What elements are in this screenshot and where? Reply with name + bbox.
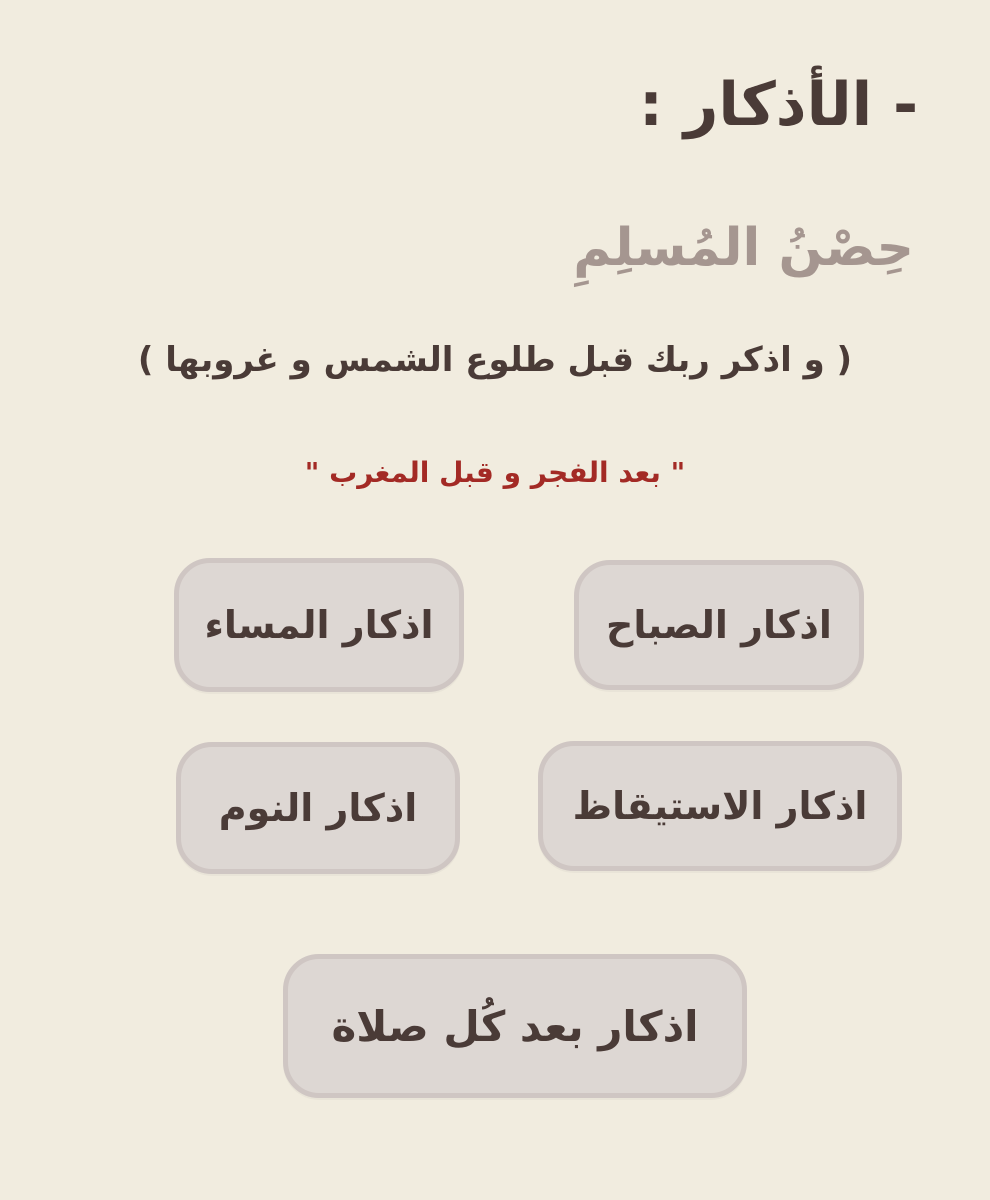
sleep-adhkar-button[interactable] — [176, 742, 460, 874]
quran-verse: ( و اذكر ربك قبل طلوع الشمس و غروبها ) — [137, 340, 853, 380]
sleep-adhkar-label: اذكار النوم — [218, 786, 418, 830]
evening-adhkar-label: اذكار المساء — [204, 603, 434, 647]
book-subtitle: حِصْنُ المُسلِمِ — [573, 218, 914, 278]
morning-adhkar-label: اذكار الصباح — [606, 603, 832, 647]
morning-adhkar-button[interactable] — [574, 560, 864, 690]
after-prayer-adhkar-button[interactable] — [283, 954, 747, 1098]
time-note: " بعد الفجر و قبل المغرب " — [304, 456, 686, 489]
waking-adhkar-button[interactable] — [538, 741, 902, 871]
after-prayer-adhkar-label: اذكار بعد كُل صلاة — [331, 1001, 699, 1051]
waking-adhkar-label: اذكار الاستيقاظ — [572, 784, 868, 828]
evening-adhkar-button[interactable] — [174, 558, 464, 692]
page-title: - الأذكار : — [638, 70, 918, 140]
